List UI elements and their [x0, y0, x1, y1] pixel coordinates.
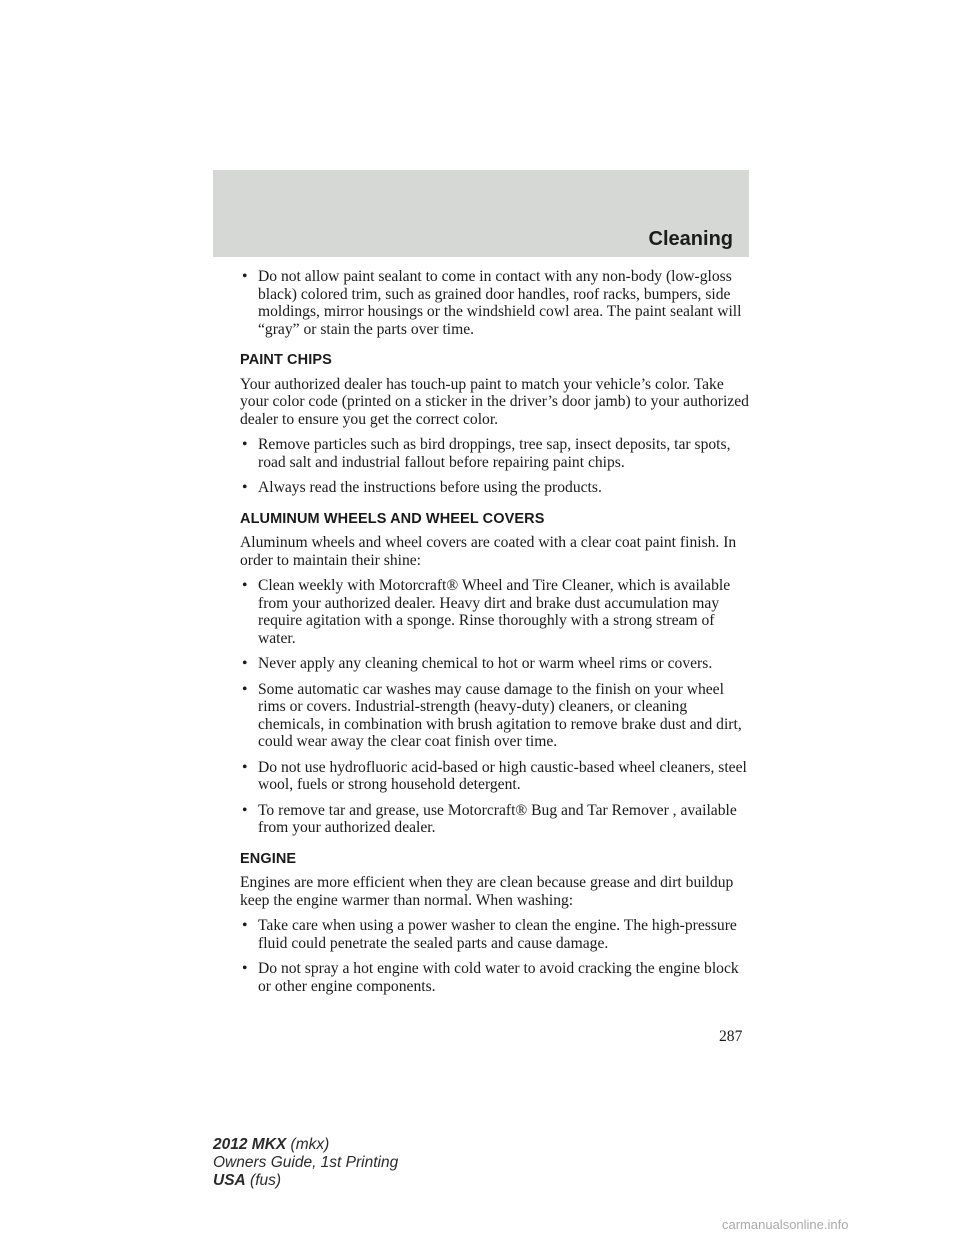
- heading-paint-chips: PAINT CHIPS: [240, 352, 332, 368]
- list-item: [240, 681, 752, 751]
- footer-model: 2012 MKX: [213, 1136, 287, 1153]
- bullet-glyph: •: [242, 436, 248, 453]
- bullet-glyph: •: [242, 655, 248, 672]
- section-title: Cleaning: [648, 228, 733, 250]
- list-item: [240, 268, 752, 338]
- list-item-text: Do not allow paint sealant to come in contact with any non-body (low-gloss black) colored trim, such as grained door handles, roof racks, bumpers, side moldings, mirror housings or the windshield cowl area. The paint sealant will “gray” or stain the parts over time.: [258, 268, 742, 338]
- paragraph-engine: Engines are more efficient when they are clean because grease and dirt buildup keep the engine warmer than normal. When washing:: [240, 874, 734, 909]
- watermark-link[interactable]: carmanualsonline.info: [722, 1217, 849, 1232]
- heading-aluminum-wheels: ALUMINUM WHEELS AND WHEEL COVERS: [240, 510, 545, 527]
- footer-model-code: (mkx): [290, 1136, 330, 1153]
- section-header-band: [213, 170, 749, 257]
- list-item: [240, 479, 752, 497]
- list-item: [240, 917, 752, 952]
- list-item: [240, 960, 752, 995]
- footer-line-region: [213, 1172, 398, 1190]
- list-item-text: Take care when using a power washer to clean the engine. The high-pressure fluid could penetrate the sealed parts and cause damage.: [258, 917, 737, 952]
- footer-line-model: [213, 1136, 398, 1154]
- list-item-text: Do not use hydrofluoric acid-based or high caustic-based wheel cleaners, steel wool, fuels or strong household detergent.: [258, 758, 747, 793]
- footer-line-printing: [213, 1154, 398, 1172]
- list-item-text: Some automatic car washes may cause damage to the finish on your wheel rims or covers. Industrial-strength (heavy-duty) cleaners, or cleaning chemicals, in combination with brush agitation to remove brake dust and dirt, could wear away the clear coat finish over time.: [258, 680, 742, 750]
- page-content: [240, 268, 752, 1003]
- list-item-text: Always read the instructions before using the products.: [258, 479, 602, 496]
- paragraph-aluminum-wheels: Aluminum wheels and wheel covers are coated with a clear coat paint finish. In order to maintain their shine:: [240, 534, 737, 569]
- list-item-text: To remove tar and grease, use Motorcraft® Bug and Tar Remover , available from your authorized dealer.: [258, 801, 737, 836]
- list-item: [240, 577, 752, 647]
- bullet-glyph: •: [242, 960, 248, 977]
- heading-engine: ENGINE: [240, 850, 297, 867]
- bullet-glyph: •: [242, 268, 248, 285]
- print-footer: [213, 1136, 398, 1190]
- bullet-glyph: •: [242, 758, 248, 776]
- bullet-glyph: •: [242, 577, 248, 594]
- list-item: [240, 802, 752, 837]
- list-item: [240, 655, 752, 673]
- list-item-text: Do not spray a hot engine with cold water to avoid cracking the engine block or other engine components.: [258, 960, 739, 995]
- footer-printing: Owners Guide, 1st Printing: [213, 1154, 399, 1171]
- bullet-glyph: •: [242, 680, 248, 698]
- list-item: [240, 436, 752, 471]
- bullet-glyph: •: [242, 801, 248, 819]
- bullet-glyph: •: [242, 917, 248, 934]
- list-item-text: Never apply any cleaning chemical to hot or warm wheel rims or covers.: [258, 655, 713, 672]
- list-item: [240, 759, 752, 794]
- footer-region: USA: [213, 1172, 246, 1189]
- paragraph-paint-chips: Your authorized dealer has touch-up paint to match your vehicle’s color. Take your color code (printed on a sticker in the driver’s door jamb) to your authorized dealer to ensure you get the correct color.: [240, 375, 749, 428]
- list-item-text: Clean weekly with Motorcraft® Wheel and Tire Cleaner, which is available from your authorized dealer. Heavy dirt and brake dust accumulation may require agitation with a sponge. Rinse thoroughly with a strong stream of water.: [258, 577, 731, 647]
- page-number: 287: [719, 1028, 743, 1045]
- bullet-glyph: •: [242, 479, 248, 496]
- list-item-text: Remove particles such as bird droppings, tree sap, insect deposits, tar spots, road salt and industrial fallout before repairing paint chips.: [258, 436, 731, 471]
- footer-region-code: (fus): [250, 1172, 282, 1189]
